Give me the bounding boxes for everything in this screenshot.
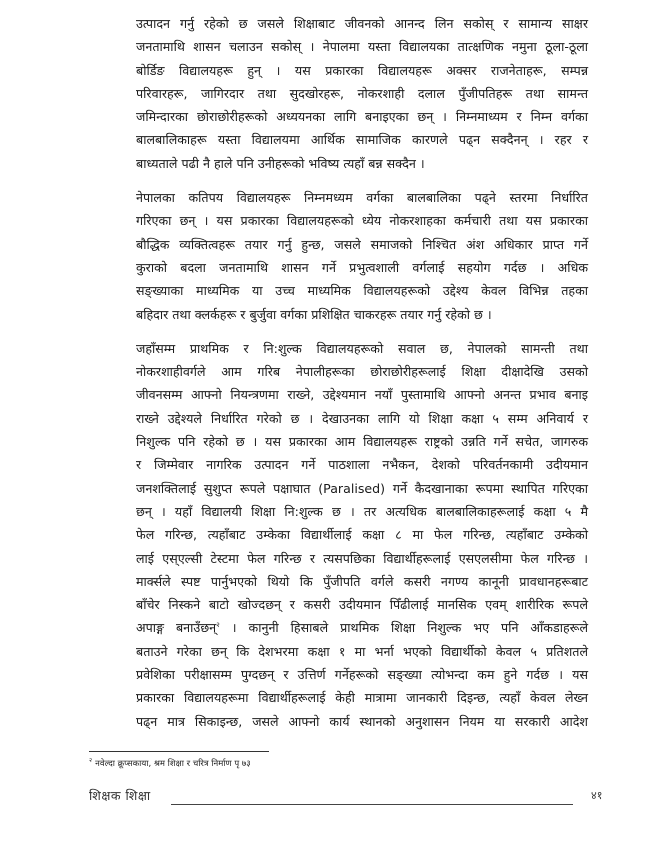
paragraph-1 [136,12,588,175]
text-line: जहाँसम्म प्राथमिक र नि:शुल्क विद्यालयहरूको सवाल छ, नेपालको सामन्ती तथा [136,340,588,356]
text-line: बालबालिकाहरू यस्ता विद्यालयमा आर्थिक सामाजिक कारणले पढ्न सक्दैनन् । रहर र [136,132,588,148]
paragraph-2 [136,186,588,326]
text-after-footnote: । कानुनी हिसाबले प्राथमिक शिक्षा निशुल्क भए पनि आँकडाहरूले [219,620,588,636]
text-line: जीवनसम्म आफ्नो नियन्त्रणमा राख्ने, उद्देश्यमान नयाँ पुस्तामाथि आफ्नो अनन्त प्रभाव बनाइ [136,387,588,403]
text-line: राख्ने उद्देश्यले निर्धारित गरेको छ । देखाउनका लागि यो शिक्षा कक्षा ५ सम्म अनिवार्य र [136,410,588,426]
footnote-reference[interactable]: २ [216,621,220,630]
text-line: बौद्धिक व्यक्तित्वहरू तयार गर्नु हुन्छ, जसले समाजको निश्चित अंश अधिकार प्राप्त गर्ने [136,236,588,252]
text-line: लाई एस्एल्सी टेस्टमा फेल गरिन्छ र त्यसपछिका विद्यार्थीहरूलाई एसएलसीमा फेल गरिन्छ । [136,550,588,566]
text-line: नेपालका कतिपय विद्यालयहरू निम्नमध्यम वर्गका बालबालिका पढ्ने स्तरमा निर्धारित [136,190,588,206]
page-footer [89,786,629,810]
text-line: फेल गरिन्छ, त्यहाँबाट उम्केका विद्यार्थीलाई कक्षा ८ मा फेल गरिन्छ, त्यहाँबाट उम्केको [136,527,588,543]
text-line: बाध्यताले पढी नै हाले पनि उनीहरूको भविष्य त्यहाँ बन्न सक्दैन । [136,155,425,171]
text-line: र जिम्मेवार नागरिक उत्पादन गर्ने पाठशाला नभैकन, देशको परिवर्तनकामी उदीयमान [136,457,588,473]
text-line: मार्क्सले स्पष्ट पार्नुभएको थियो कि पुँजीपति वर्गले कसरी नगण्य कानूनी प्रावधानहरूबाट [136,573,588,589]
footer-title: शिक्षक शिक्षा [89,788,151,803]
footnote-text: नवेल्दा क्रूप्सकाया, श्रम शिक्षा र चरित्र निर्माण पृ ७३ [95,759,251,769]
text-line: निशुल्क पनि रहेको छ । यस प्रकारका आम विद्यालयहरू राष्ट्रको उन्नति गर्ने सचेत, जागरुक [136,434,588,450]
paragraph-3 [136,337,588,733]
text-line: बाँचेर निस्कने बाटो खोज्दछन् र कसरी उदीयमान पिँढीलाई मानसिक एवम् शारीरिक रूपले [136,597,588,613]
footnote [89,757,251,771]
text-line: उत्पादन गर्नु रहेको छ जसले शिक्षाबाट जीवनको आनन्द लिन सकोस् र सामान्य साक्षर [136,16,588,31]
text-line: प्रवेशिका परीक्षासम्म पुग्दछन् र उत्तिर्ण गर्नेहरूको सङ्ख्या त्योभन्दा कम हुने गर्दछ । यस [136,667,588,683]
text-line-with-footnote [136,616,588,639]
text-line: पढ्न मात्र सिकाइन्छ, जसले आफ्नो कार्य स्थानको अनुशासन नियम या सरकारी आदेश [136,713,588,729]
footnote-marker: २ [89,757,93,765]
text-line: गरिएका छन् । यस प्रकारका विद्यालयहरूको ध्येय नोकरशाहका कर्मचारी तथा यस प्रकारका [136,213,588,229]
text-line: प्रकारका विद्यालयहरूमा विद्यार्थीहरूलाई केही मात्रामा जानकारी दिइन्छ, त्यहाँ केवल लेख्न [136,690,588,706]
text-line: परिवारहरू, जागिरदार तथा सुदखोरहरू, नोकरशाही दलाल पुँजीपतिहरू तथा सामन्त [136,85,588,101]
text-line: सङ्ख्याका माध्यमिक या उच्च माध्यमिक विद्यालयहरूको उद्देश्य केवल विभिन्न तहका [136,283,588,299]
text-line: छन् । यहाँ विद्यालयी शिक्षा नि:शुल्क छ । तर अत्यधिक बालबालिकाहरूलाई कक्षा ५ मै [136,503,588,519]
page-number: ४१ [591,789,603,802]
footer-divider [171,804,573,805]
text-before-footnote: अपाङ्ग बनाउँछन् [136,620,217,636]
body-text [136,12,588,733]
text-line: जनतामाथि शासन चलाउन सकोस् । नेपालमा यस्ता विद्यालयका तात्क्षणिक नमुना ठूला-ठूला [136,39,588,55]
text-line: नोकरशाहीवर्गले आम गरिब नेपालीहरूका छोराछोरीहरूलाई शिक्षा दीक्षादेखि उसको [136,364,588,380]
text-line: जमिन्दारका छोराछोरीहरूको अध्ययनका लागि बनाइएका छन् । निम्नमाध्यम र निम्न वर्गका [136,109,588,125]
text-line: बोर्डिङ विद्यालयहरू हुन् । यस प्रकारका विद्यालयहरू अक्सर राजनेताहरू, सम्पन्न [136,62,588,78]
text-line: कुराको बदला जनतामाथि शासन गर्ने प्रभुत्वशाली वर्गलाई सहयोग गर्दछ । अधिक [136,259,588,275]
text-line: बताउने गरेका छन् कि देशभरमा कक्षा १ मा भर्ना भएको विद्यार्थीको केवल ५ प्रतिशतले [136,643,588,659]
text-line: बहिदार तथा क्लर्कहरू र बुर्जुवा वर्गका प्रशिक्षित चाकरहरू तयार गर्नु रहेको छ । [136,306,492,322]
text-line: जनशक्तिलाई सुशुप्त रूपले पक्षाघात (Paralised) गर्ने कैदखानाका रूपमा स्थापित गरिएका [136,480,588,496]
footnote-divider [89,751,269,752]
